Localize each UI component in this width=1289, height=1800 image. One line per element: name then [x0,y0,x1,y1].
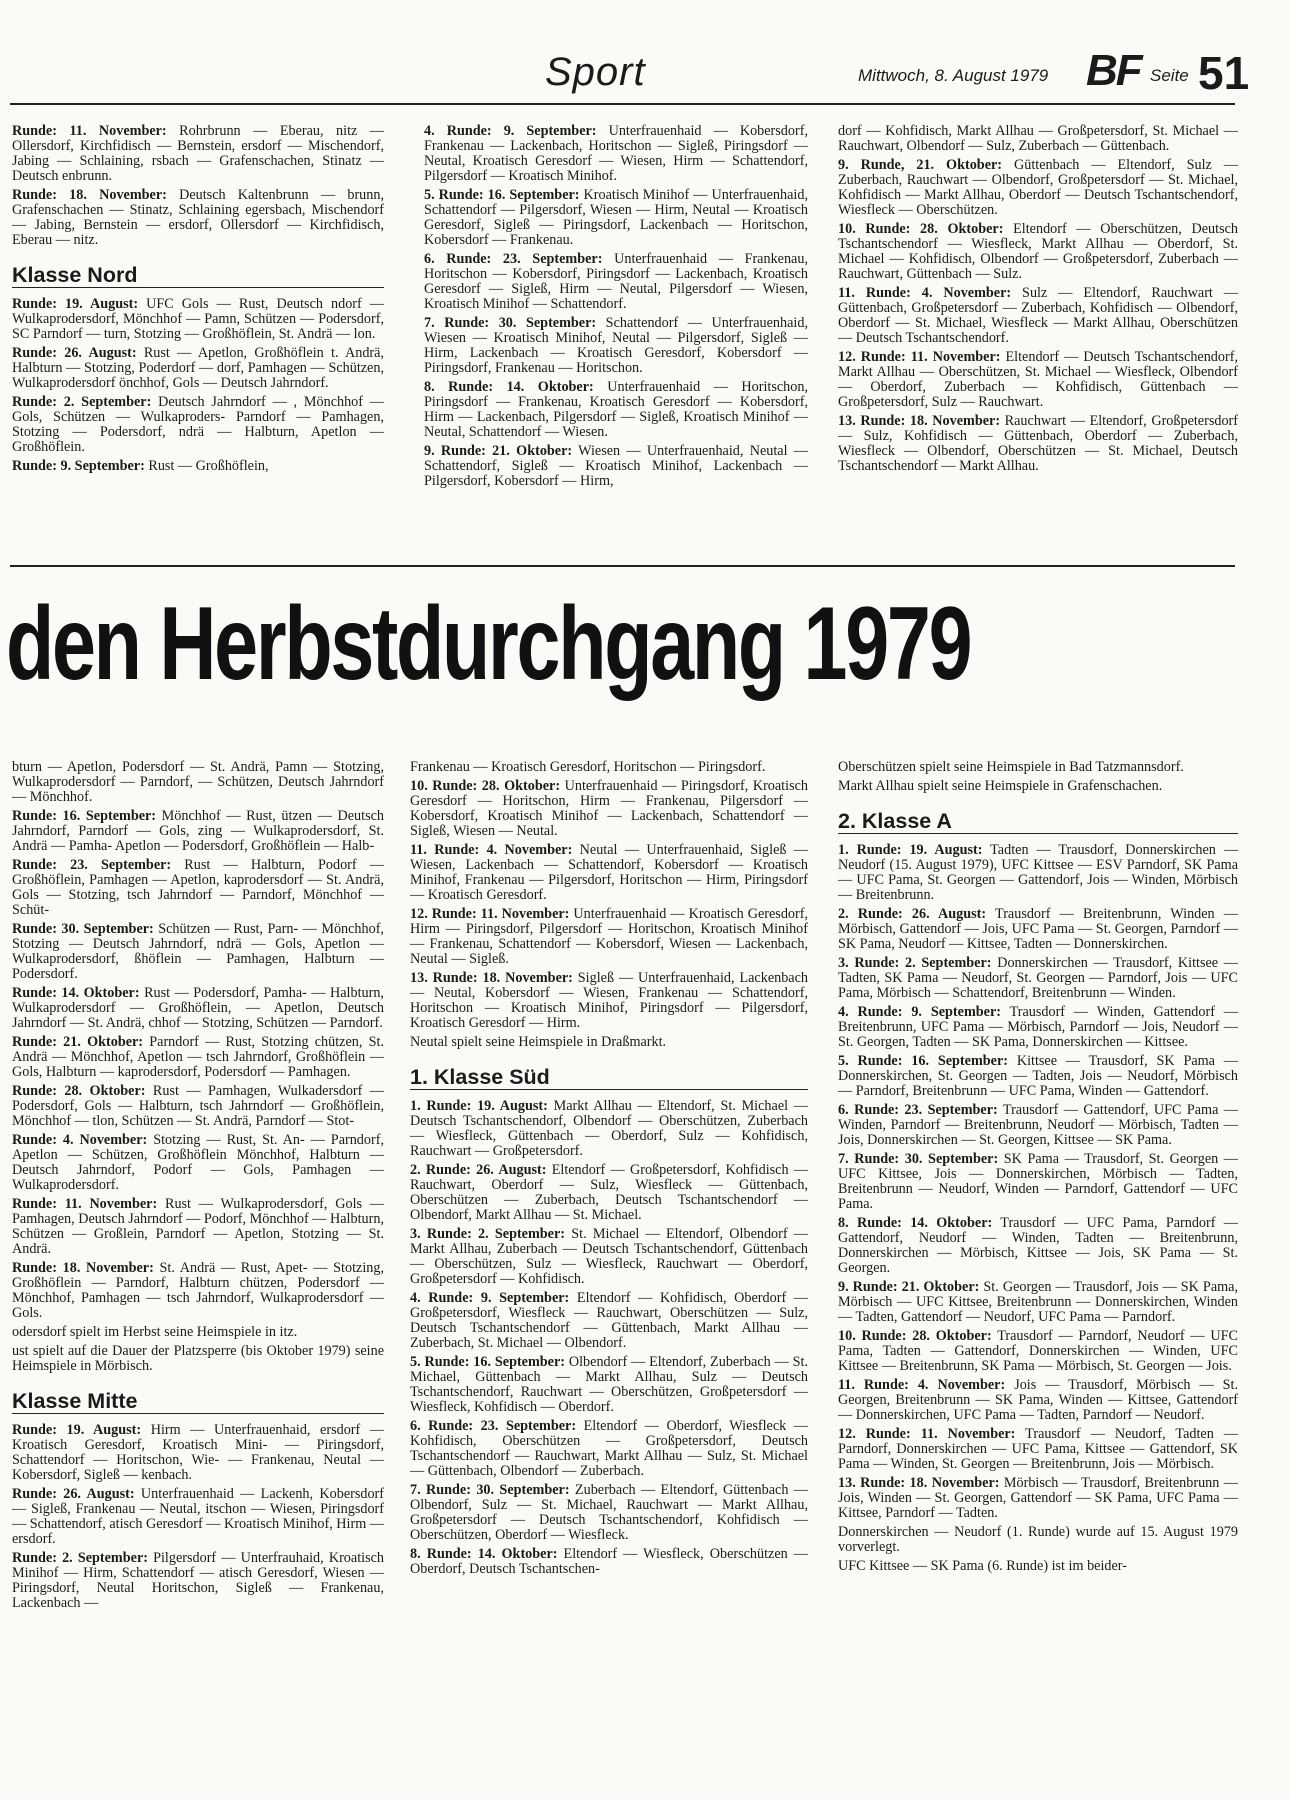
round-label: Runde: 18. November: [12,1260,154,1276]
fixture-round [838,350,1238,410]
round-label: 11. Runde: 4. November: [838,285,1012,301]
fixture-round [12,986,384,1031]
issue-date: Mittwoch, 8. August 1979 [858,66,1049,85]
round-matches: Jois — Trausdorf, Mörbisch — St. Georgen, Breitenbrunn — SK Pama, Winden — Kittsee, Gattendorf — Donnerskirchen, UFC Pama — Tadten, Parndorf — Neudorf. [838,1377,1238,1423]
round-matches: Eltendorf — Oberschützen, Deutsch Tschantschendorf — Wiesfleck, Markt Allhau — Oberdorf, St. Michael — Kohfidisch, Olbendorf — Großpetersdorf, Zuberbach — Rauchwart, Güttenbach — Sulz. [838,221,1238,282]
newspaper-logo: BF [1086,46,1141,95]
round-label: Runde: 9. September: [12,458,145,474]
round-matches: Neutal — Unterfrauenhaid, Sigleß — Wiesen, Lackenbach — Schattendorf, Kobersdorf — Kroatisch Minihof, Frankenau — Pilgersdorf, Horitschon — Hirm, Piringsdorf — Kroatisch Geresdorf. [410,842,808,903]
round-matches: Schützen — Rust, Parn- — Mönchhof, Stotzing — Deutsch Jahrndorf, ndrä — Gols, Apetlon — Wulkaprodersdorf, ßhöflein — Pamhagen, Halbturn — Podersdorf. [12,921,384,982]
fixture-round [838,1152,1238,1212]
round-label: Runde: 16. September: [12,808,157,824]
venue-note: odersdorf spielt im Herbst seine Heimspiele in itz. [12,1324,298,1340]
round-matches: Markt Allhau — Eltendorf, St. Michael — Deutsch Tschantschendorf, Olbendorf — Oberschützen, Zuberbach — Wiesfleck, Güttenbach — Oberdorf, Sulz — Kohfidisch, Rauchwart — Großpetersdorf. [410,1098,808,1159]
round-label: 11. Runde: 4. November: [410,842,573,858]
round-label: 9. Runde, 21. Oktober: [838,157,1003,173]
bottom-column-3 [838,760,1238,1578]
round-label: Runde: 19. August: [12,1422,142,1438]
fixture-list [12,760,384,1321]
round-matches: Pilgersdorf — Unterfrauhaid, Kroatisch Minihof — Hirm, Schattendorf — atisch Geresdorf, Wiesen — Piringsdorf, Neutal Horitschon, Sigleß — Frankenau, Lackenbach — [12,1550,384,1611]
round-matches: Deutsch Jahrndorf — , Mönchhof — Gols, Schützen — Wulkaproders- Parndorf — Pamhagen, Stotzing — Podersdorf, ndrä — Halbturn, Apetlon — Großhöflein. [12,394,384,455]
round-matches: dorf — Kohfidisch, Markt Allhau — Großpetersdorf, St. Michael — Rauchwart, Olbendorf — Sulz, Zuberbach — Güttenbach. [838,123,1238,154]
round-matches: Trausdorf — Breitenbrunn, Winden — Mörbisch, Gattendorf — Jois, UFC Pama — St. Georgen, Parndorf — SK Pama, Neudorf — Kittsee, Tadten — Donnerskirchen. [838,906,1238,952]
fixture-round [12,1423,384,1483]
round-matches: Stotzing — Rust, St. An- — Parndorf, Apetlon — Schützen, Großhöflein Mönchhof, Halbturn — Deutsch Jahrndorf, Podorf — Gols, Pamhagen — Wulkaprodersdorf. [12,1132,384,1193]
round-label: 13. Runde: 18. November: [410,970,573,986]
round-matches: Wiesen — Unterfrauenhaid, Neutal — Schattendorf, Sigleß — Kroatisch Minihof, Lackenbach — Pilgersdorf, Kobersdorf — Hirm, [424,443,808,489]
fixture-list [410,1099,808,1577]
round-label: 8. Runde: 14. Oktober: [410,1546,558,1562]
round-label: 5. Runde: 16. September: [424,187,580,203]
round-label: 6. Runde: 23. September: [410,1418,577,1434]
fixture-list [12,1423,384,1611]
round-label: 8. Runde: 14. Oktober: [424,379,594,395]
fixture-round [12,760,384,805]
round-matches: bturn — Apetlon, Podersdorf — St. Andrä, Pamn — Stotzing, Wulkaprodersdorf — Parndorf, — Schützen, Deutsch Jahrndorf — Mönchhof. [12,759,384,805]
fixture-round [424,252,808,312]
venue-note: Markt Allhau spielt seine Heimspiele in Grafenschachen. [838,778,1163,794]
fixture-round [424,188,808,248]
notes [12,1325,384,1374]
round-matches: Eltendorf — Oberdorf, Wiesfleck — Kohfidisch, Oberschützen — Großpetersdorf, Deutsch Tschantschendorf — Rauchwart, Markt Allhau — Sulz, St. Michael — Güttenbach, Olbendorf — Zuberbach. [410,1418,808,1479]
fixture-round [12,1035,384,1080]
masthead [10,46,1250,102]
fixture-round [410,1483,808,1543]
round-label: 10. Runde: 28. Oktober: [410,778,561,794]
round-matches: Eltendorf — Großpetersdorf, Kohfidisch — Rauchwart, Oberdorf — Sulz, Wiesfleck — Güttenbach, Oberschützen — Zuberbach, Deutsch Tschantschendorf — Olbendorf, Markt Allhau — St. Michael. [410,1162,809,1223]
fixture-round [838,1476,1238,1521]
round-label: 7. Runde: 30. September: [424,315,597,331]
top-column-2 [424,124,808,493]
fixture-round [410,760,808,775]
round-label: Runde: 4. November: [12,1132,148,1148]
heading-2-klasse-a: 2. Klasse A [838,814,1238,834]
round-label: 7. Runde: 30. September: [410,1482,570,1498]
fixture-round [12,124,384,184]
fixture-round [12,922,384,982]
round-label: Runde: 14. Oktober: [12,985,140,1001]
round-label: 1. Runde: 19. August: [410,1098,548,1114]
fixture-round [838,286,1238,346]
round-matches: Unterfrauenhaid — Frankenau, Horitschon — Kobersdorf, Piringsdorf — Lackenbach, Kroatisch Geresdorf — Sigleß, Hirm — Neutal, Pilgersdorf — Wiesen, Kroatisch Minihof — Schattendorf. [424,251,808,312]
round-label: 6. Runde: 23. September: [838,1102,998,1118]
round-matches: Zuberbach — Eltendorf, Güttenbach — Olbendorf, Sulz — St. Michael, Rauchwart — Markt Allhau, Großpetersdorf — Deutsch Tschantschendorf, Kohfidisch — Oberschützen, Oberdorf — Wiesfleck. [410,1482,808,1543]
round-label: Runde: 19. August: [12,296,139,312]
page-number: 51 [1198,47,1250,99]
round-label: Runde: 23. September: [12,857,172,873]
fixture-round [838,1378,1238,1423]
fixture-round [12,1197,384,1257]
fixture-round [838,907,1238,952]
round-matches: Unterfrauenhaid — Lackenh, Kobersdorf — Sigleß, Frankenau — Neutal, itschon — Wiesen, Piringsdorf — Schattendorf, atisch Geresdorf — Kroatisch Minihof, Hirm — ersdorf. [12,1486,384,1547]
fixture-round [12,459,384,474]
round-matches: Unterfrauenhaid — Kroatisch Geresdorf, Hirm — Piringsdorf, Pilgersdorf — Horitschon, Kroatisch Minihof — Frankenau, Schattendorf — Kobersdorf, Wiesen — Lackenbach, Neutal — Sigleß. [410,906,808,967]
round-matches: Trausdorf — Winden, Gattendorf — Breitenbrunn, UFC Pama — Mörbisch, Parndorf — Jois, Neudorf — St. Georgen, Tadten — SK Pama, Donnerskirchen — Kittsee. [838,1004,1238,1050]
round-label: Runde: 26. August: [12,345,137,361]
fixture-list [12,297,384,474]
fixture-round [838,124,1238,154]
round-label: 7. Runde: 30. September: [838,1151,999,1167]
round-label: Runde: 2. September: [12,1550,148,1566]
fixture-round [838,1329,1238,1374]
round-matches: Kittsee — Trausdorf, SK Pama — Donnerskirchen, St. Georgen — Tadten, Jois — Neudorf, Mörbisch — Parndorf, Breitenbrunn — UFC Pama, Winden — Gattendorf. [838,1053,1238,1099]
round-matches: Trausdorf — Gattendorf, UFC Pama — Winden, Parndorf — Breitenbrunn, Neudorf — Mörbisch, Tadten — Jois, Donnerskirchen — St. Georgen, Kittsee — SK Pama. [838,1102,1238,1148]
fixture-round [838,1280,1238,1325]
heading-klasse-nord: Klasse Nord [12,268,384,288]
round-label: Runde: 18. November: [12,187,167,203]
heading-klasse-mitte: Klasse Mitte [12,1394,384,1414]
round-label: 4. Runde: 9. September: [838,1004,1001,1020]
round-matches: Mönchhof — Rust, ützen — Deutsch Jahrndorf, Parndorf — Gols, zing — Wulkaprodersdorf, St. Andrä — Pamha- Apetlon — Podersdorf, Großhöflein — Halb- [12,808,384,854]
round-label: 5. Runde: 16. September: [838,1053,1008,1069]
round-label: 6. Runde: 23. September: [424,251,603,267]
notes [838,760,1238,794]
round-label: 2. Runde: 26. August: [410,1162,547,1178]
venue-note: Oberschützen spielt seine Heimspiele in Bad Tatzmannsdorf. [838,759,1184,775]
page-label: Seite [1150,66,1189,85]
fixture-round [12,297,384,342]
round-matches: Rohrbrunn — Eberau, nitz — Ollersdorf, Kirchfidisch — Bernstein, ersdorf — Mischendorf, Jabing — Schlaining, rsbach — Grafenschachen, Stinatz — Deutsch enbrunn. [12,123,384,184]
round-matches: Rust — Wulkaprodersdorf, Gols — Pamhagen, Deutsch Jahrndorf — Podorf, Mönchhof — Halbturn, Schützen — Großlein, Parndorf — Apetlon, Stotzing — St. Andrä. [12,1196,384,1257]
round-matches: Sigleß — Unterfrauenhaid, Lackenbach — Neutal, Kobersdorf — Wiesen, Frankenau — Schattendorf, Horitschon — Kroatisch Minihof, Piringsdorf — Pilgersdorf, Kroatisch Geresdorf — Hirm. [410,970,808,1031]
fixture-round [410,779,808,839]
round-matches: Trausdorf — Neudorf, Tadten — Parndorf, Donnerskirchen — UFC Pama, Kittsee — Gattendorf, SK Pama — Winden, St. Georgen — Breitenbrunn, Jois — Mörbisch. [838,1426,1238,1472]
round-label: Runde: 28. Oktober: [12,1083,146,1099]
round-label: 9. Runde: 21. Oktober: [424,443,573,459]
round-label: 9. Runde: 21. Oktober: [838,1279,980,1295]
round-matches: Sulz — Eltendorf, Rauchwart — Güttenbach, Großpetersdorf — Zuberbach, Kohfidisch — Olbendorf, Oberdorf — St. Michael, Wiesfleck — Markt Allhau, Oberschützen — Deutsch Tschantschendorf. [838,285,1238,346]
fixture-round [12,1133,384,1193]
round-matches: Rust — Halbturn, Podorf — Großhöflein, Pamhagen — Apetlon, kaprodersdorf — St. Andrä, Gols — Stotzing, tsch Jahrndorf — Parndorf, Mönchhof — Schüt- [12,857,384,918]
fixture-round [838,158,1238,218]
round-matches: Rust — Pamhagen, Wulkadersdorf — Podersdorf, Gols — Halbturn, tsch Jahrndorf — Großhöflein, Mönchhof — tlon, Schützen — St. Andrä, Parndorf — Stot- [12,1083,384,1129]
round-label: 3. Runde: 2. September: [838,955,992,971]
round-matches: Eltendorf — Wiesfleck, Oberschützen — Oberdorf, Deutsch Tschantschen- [410,1546,808,1577]
round-matches: Frankenau — Kroatisch Geresdorf, Horitschon — Piringsdorf. [410,759,766,775]
notes [838,1525,1238,1574]
round-matches: Tadten — Trausdorf, Donnerskirchen — Neudorf (15. August 1979), UFC Kittsee — ESV Parndorf, SK Pama — UFC Pama, St. Georgen — Gattendorf, Jois — Winden, Mörbisch — Breitenbrunn. [838,842,1239,903]
fixture-round [410,907,808,967]
fixture-round [12,188,384,248]
fixture-round [838,956,1238,1001]
round-label: 13. Runde: 18. November: [838,1475,1000,1491]
round-matches: Eltendorf — Kohfidisch, Oberdorf — Großpetersdorf, Wiesfleck — Rauchwart, Oberschützen — Sulz, Deutsch Tschantschendorf — Güttenbach, Markt Allhau — Zuberbach, St. Michael — Olbendorf. [410,1290,808,1351]
venue-note: Neutal spielt seine Heimspiele in Draßmarkt. [410,1034,667,1050]
round-matches: Rauchwart — Eltendorf, Großpetersdorf — Sulz, Kohfidisch — Güttenbach, Oberdorf — Zuberbach, Wiesfleck — Olbendorf, Oberschützen — St. Michael, Deutsch Tschantschendorf — Markt Allhau. [838,413,1238,474]
fixture-round [838,1216,1238,1276]
fixture-round [424,316,808,376]
fixture-round [838,414,1238,474]
round-matches: St. Georgen — Trausdorf, Jois — SK Pama, Mörbisch — UFC Kittsee, Breitenbrunn — Donnerskirchen, Winden — Tadten, Gattendorf — Neudorf, UFC Pama — Parndorf. [838,1279,1238,1325]
fixture-list [410,760,808,1031]
masthead-rule [10,103,1235,105]
top-column-3 [838,124,1238,478]
bottom-column-1 [12,760,384,1615]
round-matches: Rust — Apetlon, Großhöflein t. Andrä, Halbturn — Stotzing, Poderdorf — dorf, Pamhagen — Schützen, Wulkaprodersdorf önchhof, Gols — Deutsch Jahrndorf. [12,345,385,391]
fixture-round [12,1551,384,1611]
heading-1-klasse-sued: 1. Klasse Süd [410,1070,808,1090]
round-matches: Schattendorf — Unterfrauenhaid, Wiesen — Kroatisch Minihof, Neutal — Pilgersdorf, Sigleß — Hirm, Lackenbach — Kroatisch Geresdorf, Kobersdorf — Piringsdorf, Frankenau — Horitschon. [424,315,808,376]
fixture-round [838,1427,1238,1472]
round-label: 1. Runde: 19. August: [838,842,983,858]
round-matches: SK Pama — Trausdorf, St. Georgen — UFC Kittsee, Jois — Donnerskirchen, Mörbisch — Tadten, Breitenbrunn — Neudorf, Winden — Parndorf, Gattendorf — UFC Pama. [838,1151,1238,1212]
fixture-round [424,380,808,440]
top-column-1 [12,124,384,478]
fixture-round [12,346,384,391]
round-label: Runde: 21. Oktober: [12,1034,144,1050]
section-title: Sport [545,50,646,94]
round-label: Runde: 11. November: [12,1196,158,1212]
fixture-round [424,444,808,489]
round-matches: Rust — Podersdorf, Pamha- — Halbturn, Wulkaprodersdorf — Großhöflein, — Apetlon, Deutsch Jahrndorf — St. Andrä, chhof — Stotzing, Schützen — Parndorf. [12,985,384,1031]
fixture-round [838,1054,1238,1099]
round-matches: Trausdorf — Parndorf, Neudorf — UFC Pama, Tadten — Gattendorf, Donnerskirchen — Winden, UFC Kittsee — Breitenbrunn, SK Pama — Mörbisch, St. Georgen — Jois. [838,1328,1238,1374]
round-matches: St. Michael — Eltendorf, Olbendorf — Markt Allhau, Zuberbach — Deutsch Tschantschendorf, Güttenbach — Oberschützen, Sulz — Wiesfleck, Rauchwart — Oberdorf, Großpetersdorf — Kohfidisch. [410,1226,808,1287]
fixture-round [838,1005,1238,1050]
round-matches: Kroatisch Minihof — Unterfrauenhaid, Schattendorf — Pilgersdorf, Wiesen — Hirm, Neutal — Kroatisch Geresdorf, Sigleß — Piringsdorf, Lackenbach — Horitschon, Kobersdorf — Frankenau. [424,187,808,248]
round-label: 12. Runde: 11. November: [410,906,570,922]
venue-note: UFC Kittsee — SK Pama (6. Runde) ist im beider- [838,1558,1127,1574]
round-matches: Eltendorf — Deutsch Tschantschendorf, Markt Allhau — Oberschützen, St. Michael — Wiesfleck, Olbendorf — Oberdorf, Zuberbach — Kohfidisch, Güttenbach — Großpetersdorf, Sulz — Rauchwart. [838,349,1238,410]
round-matches: Donnerskirchen — Trausdorf, Kittsee — Tadten, SK Pama — Neudorf, St. Georgen — Parndorf, Jois — UFC Pama, Mörbisch — Schattendorf, Breitenbrunn — Winden. [838,955,1238,1001]
fixture-round [410,1291,808,1351]
round-label: 3. Runde: 2. September: [410,1226,566,1242]
fixture-list [12,124,384,248]
round-label: Runde: 26. August: [12,1486,135,1502]
round-label: Runde: 30. September: [12,921,154,937]
round-matches: Unterfrauenhaid — Piringsdorf, Kroatisch Geresdorf — Horitschon, Hirm — Frankenau, Pilgersdorf — Kobersdorf, Kroatisch Minihof — Lackenbach, Schattendorf — Sigleß, Wiesen — Neutal. [410,778,808,839]
fixture-round [12,395,384,455]
round-label: Runde: 2. September: [12,394,152,410]
round-matches: Mörbisch — Trausdorf, Breitenbrunn — Jois, Winden — St. Georgen, Gattendorf — SK Pama, UFC Pama — Kittsee, Parndorf — Tadten. [838,1475,1238,1521]
round-label: 13. Runde: 18. November: [838,413,1001,429]
fixture-round [838,222,1238,282]
round-label: 10. Runde: 28. Oktober: [838,1328,992,1344]
fixture-round [410,1547,808,1577]
round-label: 2. Runde: 26. August: [838,906,987,922]
round-label: 5. Runde: 16. September: [410,1354,566,1370]
fixture-round [12,1084,384,1129]
venue-note: ust spielt auf die Dauer der Platzsperre (bis Oktober 1979) seine Heimspiele in Mörbisch. [12,1343,384,1374]
fixture-round [410,1163,808,1223]
round-matches: Olbendorf — Eltendorf, Zuberbach — St. Michael, Güttenbach — Markt Allhau, Sulz — Deutsch Tschantschendorf, Rauchwart — Oberschützen, Großpetersdorf — Wiesfleck, Kohfidisch — Oberdorf. [410,1354,808,1415]
round-matches: Unterfrauenhaid — Kobersdorf, Frankenau — Lackenbach, Horitschon — Sigleß, Piringsdorf — Neutal, Kroatisch Geresdorf — Wiesen, Hirm — Schattendorf, Pilgersdorf — Kroatisch Minihof. [424,123,808,184]
fixture-round [838,1103,1238,1148]
banner-rule-top [10,565,1235,567]
fixture-round [410,1419,808,1479]
round-label: Runde: 11. November: [12,123,167,139]
headline-banner: den Herbstdurchgang 1979 [6,586,971,702]
fixture-list [838,843,1238,1521]
fixture-round [424,124,808,184]
round-label: 8. Runde: 14. Oktober: [838,1215,993,1231]
round-matches: Unterfrauenhaid — Horitschon, Piringsdorf — Frankenau, Kroatisch Geresdorf — Kobersdorf, Hirm — Lackenbach, Pilgersdorf — Sigleß, Kroatisch Minihof — Neutal, Schattendorf — Wiesen. [424,379,808,440]
round-matches: Trausdorf — UFC Pama, Parndorf — Gattendorf, Neudorf — Winden, Tadten — Breitenbrunn, Donnerskirchen — Mörbisch, Kittsee — Jois, SK Pama — St. Georgen. [838,1215,1238,1276]
round-label: 12. Runde: 11. November: [838,1426,1016,1442]
round-label: 12. Runde: 11. November: [838,349,1001,365]
round-label: 10. Runde: 28. Oktober: [838,221,1004,237]
fixture-round [410,1227,808,1287]
round-matches: UFC Gols — Rust, Deutsch ndorf — Wulkaprodersdorf, Mönchhof — Pamn, Schützen — Podersdorf, SC Parndorf — turn, Stotzing — Großhöflein, St. Andrä — lon. [12,296,384,342]
round-matches: Rust — Großhöflein, [144,458,269,474]
fixture-round [410,971,808,1031]
fixture-round [12,858,384,918]
fixture-round [12,1261,384,1321]
round-matches: Güttenbach — Eltendorf, Sulz — Zuberbach, Rauchwart — Olbendorf, Großpetersdorf — St. Michael, Kohfidisch — Markt Allhau, Oberdorf — Deutsch Tschantschendorf, Wiesfleck — Oberschützen. [838,157,1238,218]
fixture-round [410,843,808,903]
bottom-column-2 [410,760,808,1581]
round-matches: Parndorf — Rust, Stotzing chützen, St. Andrä — Mönchhof, Apetlon — tsch Jahrndorf, Großhöflein — Gols, Halbturn — kaprodersdorf, Podersdorf — Pamhagen. [12,1034,384,1080]
round-matches: Deutsch Kaltenbrunn — brunn, Grafenschachen — Stinatz, Schlaining egersbach, Mischendorf — Jabing, Bernstein — ersdorf, Ollersdorf — Kirchfidisch, Eberau — nitz. [12,187,384,248]
round-label: 4. Runde: 9. September: [424,123,597,139]
fixture-round [838,843,1238,903]
fixture-round [410,1099,808,1159]
round-label: 4. Runde: 9. September: [410,1290,570,1306]
fixture-round [12,809,384,854]
fixture-round [410,1355,808,1415]
venue-note: Donnerskirchen — Neudorf (1. Runde) wurde auf 15. August 1979 vorverlegt. [838,1524,1238,1555]
round-matches: Hirm — Unterfrauenhaid, ersdorf — Kroatisch Geresdorf, Kroatisch Mini- — Piringsdorf, Schattendorf — Horitschon, Wie- — Frankenau, Neutal — Kobersdorf, Sigleß — kenbach. [12,1422,384,1483]
round-matches: St. Andrä — Rust, Apet- — Stotzing, Großhöflein — Parndorf, Halbturn chützen, Podersdorf — Mönchhof, Pamhagen — tsch Jahrndorf, Wulkaprodersdorf — Gols. [12,1260,384,1321]
round-label: 11. Runde: 4. November: [838,1377,1006,1393]
fixture-round [12,1487,384,1547]
